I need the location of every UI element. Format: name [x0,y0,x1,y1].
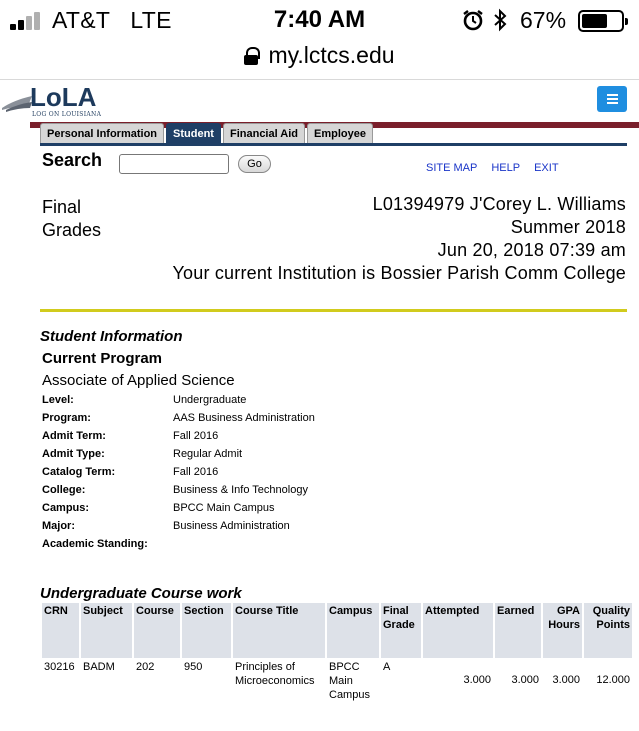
timestamp: Jun 20, 2018 07:39 am [437,240,626,260]
student-information-heading: Student Information [40,328,183,345]
current-program-heading: Current Program [42,350,163,367]
battery-icon [578,10,624,32]
table-header-row [42,603,632,658]
section-divider [40,309,627,312]
info-row-college [42,482,315,500]
info-label: Admit Term: [42,430,106,442]
col-header-earned: Earned [495,603,541,658]
coursework-heading: Undergraduate Course work [40,585,242,602]
institution: Your current Institution is Bossier Parish Comm College [172,263,626,283]
search-input[interactable] [119,154,229,174]
lock-icon [244,47,258,65]
page-title: Final Grades [42,197,102,240]
network-type: LTE [130,7,172,33]
info-label: Catalog Term: [42,466,116,478]
exit-link[interactable]: EXIT [534,162,559,174]
cell-crn: 30216 [44,661,75,673]
site-map-link[interactable]: SITE MAP [426,162,478,174]
page-divider [0,79,639,80]
info-row-admit-term [42,428,315,446]
tab-employee[interactable]: Employee [307,123,373,144]
url-bar[interactable] [0,40,639,78]
menu-button[interactable] [597,86,627,112]
info-label: Major: [42,520,75,532]
student-info-list [42,392,315,554]
info-value: Regular Admit [173,448,243,460]
col-header-gpa-hours: GPA Hours [543,603,582,658]
cell-course: 202 [136,661,155,673]
help-link[interactable]: HELP [491,162,521,174]
table-row [42,658,632,704]
search-label: Search [42,150,103,170]
info-value: BPCC Main Campus [173,502,275,514]
info-row-admit-type [42,446,315,464]
tab-personal-information[interactable]: Personal Information [40,123,164,144]
cell-course-title: Principles of Microeconomics [235,661,315,687]
info-row-catalog-term [42,464,315,482]
info-value: Undergraduate [173,394,247,406]
hamburger-icon [607,94,618,96]
info-row-level [42,392,315,410]
student-id-name: L01394979 J'Corey L. Williams [372,194,626,214]
term: Summer 2018 [510,217,626,237]
cell-attempted: 3.000 [463,674,491,686]
col-header-final-grade: Final Grade [381,603,421,658]
col-header-course-title: Course Title [233,603,325,658]
top-links [426,162,559,174]
info-label: Campus: [42,502,90,514]
info-row-major [42,518,315,536]
info-label: Admit Type: [42,448,105,460]
cell-campus: BPCC Main Campus [329,661,370,701]
col-header-campus: Campus [327,603,379,658]
main-tabs [40,123,373,144]
status-bar [0,0,639,40]
cell-quality-points: 12.000 [596,674,630,686]
svg-text:LoLA: LoLA [30,84,97,112]
tab-student[interactable]: Student [166,123,221,144]
col-header-course: Course [134,603,180,658]
info-row-program [42,410,315,428]
logo-tagline: LOG ON LOUISIANA [32,111,102,118]
cell-section: 950 [184,661,203,673]
program-name: Associate of Applied Science [42,372,235,389]
cell-final-grade: A [383,661,391,673]
alarm-icon [462,9,484,31]
battery-fill [582,14,607,28]
info-label: Academic Standing: [42,538,148,550]
cell-earned: 3.000 [511,674,539,686]
course-table [40,603,634,704]
info-label: Level: [42,394,74,406]
cell-gpa-hours: 3.000 [552,674,580,686]
col-header-subject: Subject [81,603,132,658]
info-value: Business & Info Technology [173,484,308,496]
col-header-quality-points: Quality Points [584,603,632,658]
carrier-name: AT&T [52,7,111,33]
go-button[interactable]: Go [238,155,271,173]
bluetooth-icon [492,8,508,32]
clock: 7:40 AM [273,6,366,33]
info-value: Business Administration [173,520,290,532]
col-header-crn: CRN [42,603,79,658]
tab-financial-aid[interactable]: Financial Aid [223,123,305,144]
col-header-section: Section [182,603,231,658]
info-row-academic-standing [42,536,315,554]
col-header-attempted: Attempted [423,603,493,658]
url-text: my.lctcs.edu [268,42,395,68]
info-label: Program: [42,412,91,424]
student-identity-block [166,193,626,285]
info-value: Fall 2016 [173,466,219,478]
info-row-campus [42,500,315,518]
cell-subject: BADM [83,661,115,673]
info-value: AAS Business Administration [173,412,315,424]
nav-rule [40,143,627,146]
info-label: College: [42,484,86,496]
battery-percent: 67% [520,7,567,33]
info-value: Fall 2016 [173,430,219,442]
